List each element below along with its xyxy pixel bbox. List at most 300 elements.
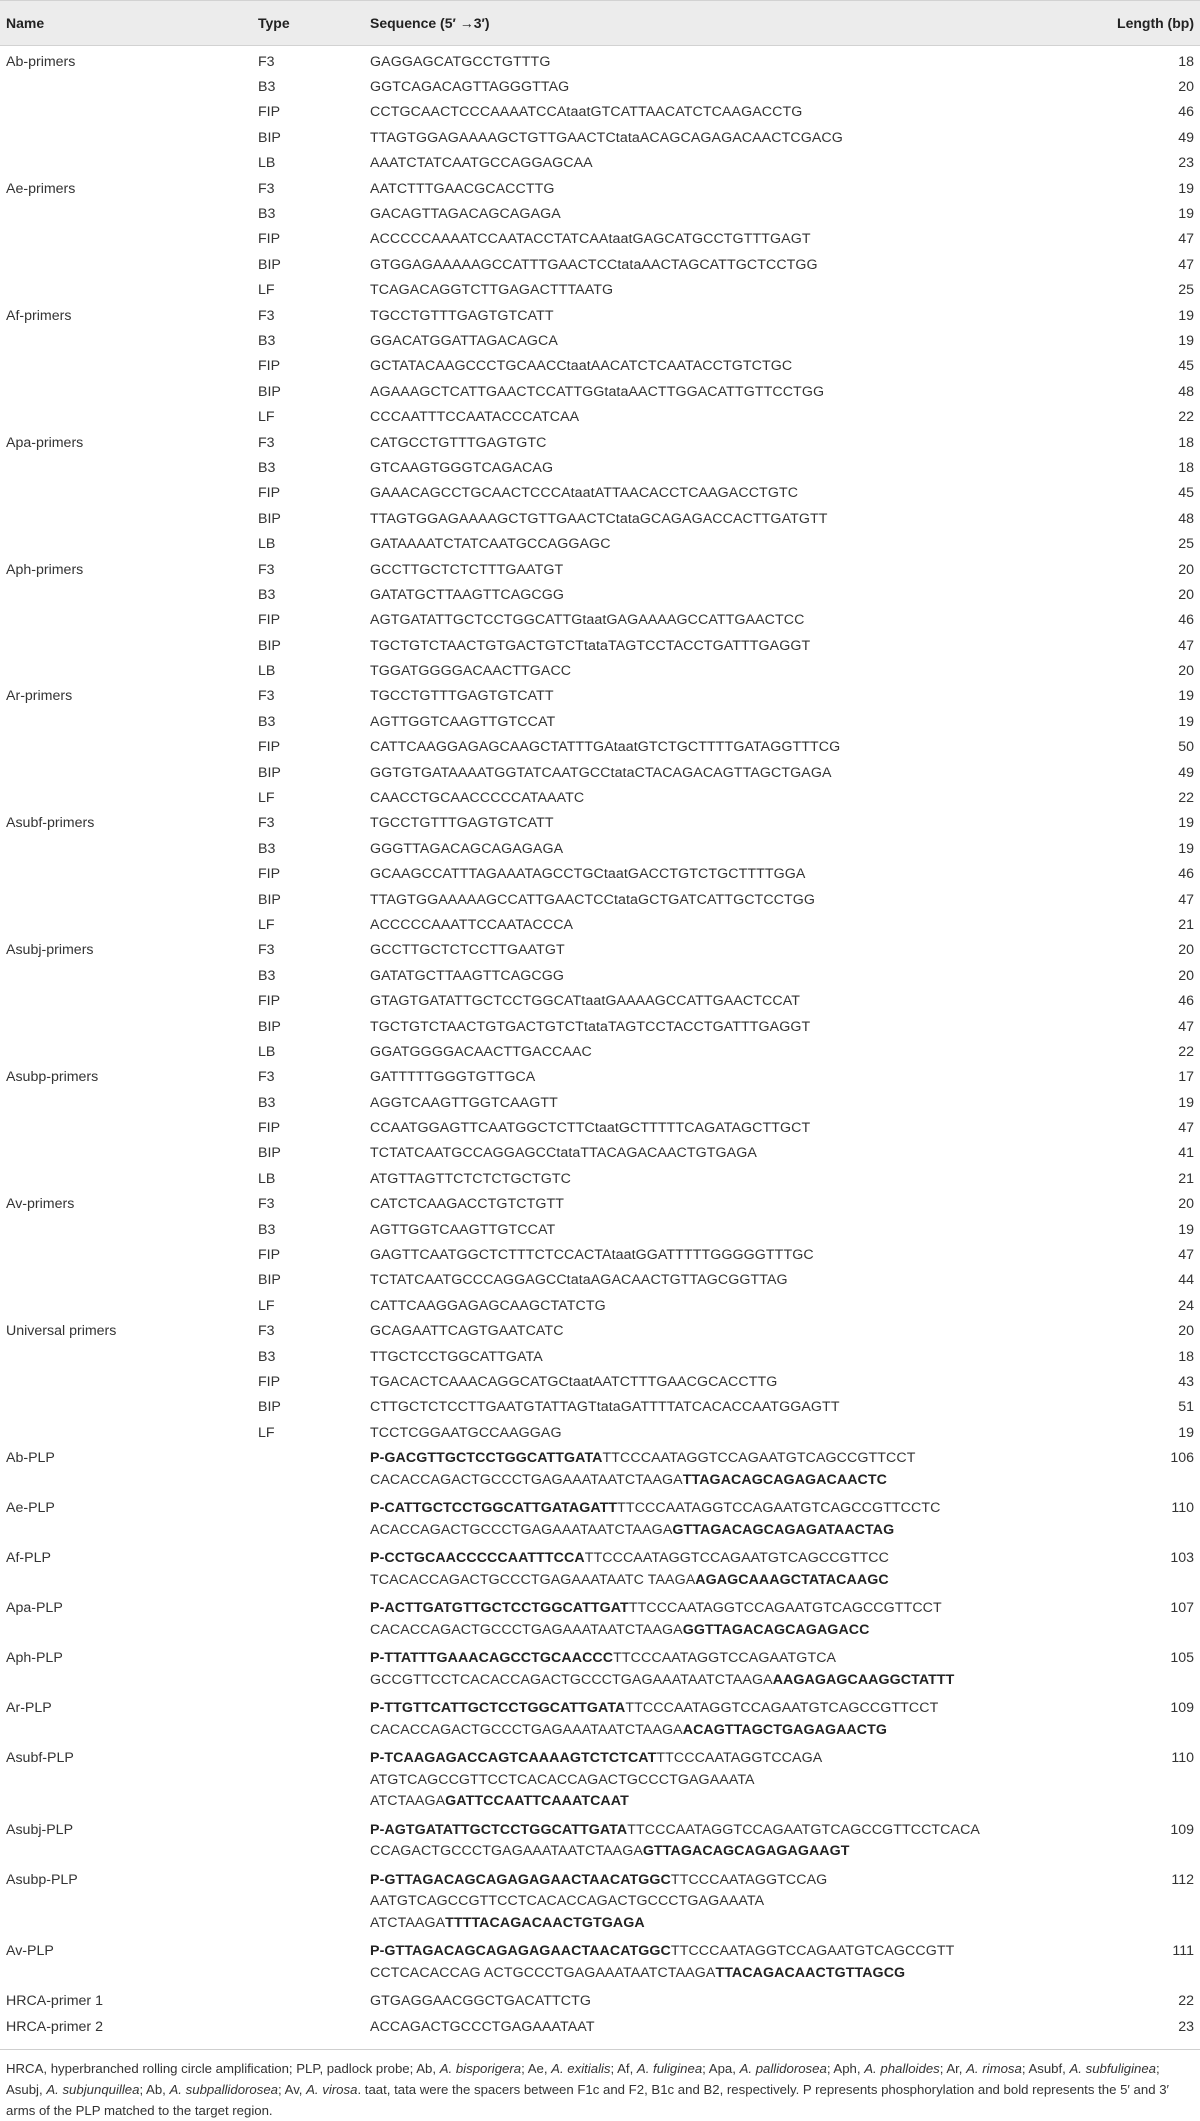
primer-sequence: GGGTTAGACAGCAGAGAGA bbox=[370, 840, 564, 857]
primer-length: 21 bbox=[1178, 1170, 1194, 1187]
footnote-text: ; Aph, bbox=[826, 2061, 865, 2076]
primer-type: B3 bbox=[258, 840, 276, 857]
footnote-species-name: A. virosa bbox=[306, 2082, 358, 2097]
table-row bbox=[0, 709, 1200, 734]
plp-arm-segment: P-GTTAGACAGCAGAGAGAACTAACATGGC bbox=[370, 1943, 671, 1960]
primer-set-name bbox=[0, 1039, 252, 1064]
primer-type: LB bbox=[258, 155, 276, 172]
primer-sequence: GCTATACAAGCCCTGCAACCtaatAACATCTCAATACCTGTCTGC bbox=[370, 358, 793, 375]
table-row bbox=[0, 506, 1200, 531]
plp-name: Asubj-PLP bbox=[6, 1821, 74, 1838]
plp-length: 103 bbox=[1170, 1550, 1194, 1567]
plp-length: 109 bbox=[1170, 1821, 1194, 1838]
primer-sequence: GATAAAATCTATCAATGCCAGGAGC bbox=[370, 536, 611, 553]
plp-sequence bbox=[364, 1938, 1074, 1988]
primer-sequence: TTAGTGGAGAAAAGCTGTTGAACTCtataGCAGAGACCACTTGATGTT bbox=[370, 510, 828, 527]
plp-type bbox=[252, 1595, 364, 1645]
primer-length: 47 bbox=[1178, 256, 1194, 273]
primer-sequence: TGCTGTCTAACTGTGACTGTCTtataTAGTCCTACCTGATTTGAGGT bbox=[370, 637, 811, 654]
plp-arm-segment: ACAGTTAGCTGAGAGAACTG bbox=[682, 1721, 888, 1738]
plp-sequence-line bbox=[370, 1648, 1074, 1670]
primer-sequence: GTCAAGTGGGTCAGACAG bbox=[370, 459, 554, 476]
table-row-plp bbox=[0, 1867, 1200, 1939]
plp-sequence-line bbox=[370, 1870, 1074, 1892]
plp-backbone-segment: TTCCCAATAGGTCCAGAATGTCAGCCGTTCCTC bbox=[617, 1500, 941, 1517]
plp-arm-segment: GTTAGACAGCAGAGATAACTAG bbox=[672, 1521, 895, 1538]
primer-set-name: Apa-primers bbox=[6, 434, 84, 451]
table-row bbox=[0, 1293, 1200, 1318]
primer-length: 19 bbox=[1178, 1094, 1194, 1111]
plp-backbone-segment: CACACCAGACTGCCCTGAGAAATAATCTAAGA bbox=[370, 1621, 683, 1638]
primer-type: LF bbox=[258, 1424, 275, 1441]
table-row-hrca bbox=[0, 1988, 1200, 2013]
plp-name: Aph-PLP bbox=[6, 1650, 63, 1667]
table-row bbox=[0, 811, 1200, 836]
primer-sequence: CAACCTGCAACCCCCATAAATC bbox=[370, 790, 585, 807]
plp-sequence-line bbox=[370, 1770, 1074, 1792]
hrca-name: HRCA-primer 1 bbox=[6, 1993, 103, 2010]
plp-backbone-segment: CCTCACACCAG ACTGCCCTGAGAAATAATCTAAGA bbox=[370, 1964, 716, 1981]
footnote-text: ; Apa, bbox=[702, 2061, 740, 2076]
hrca-type bbox=[252, 1988, 364, 2013]
primer-type: B3 bbox=[258, 1221, 276, 1238]
hrca-name: HRCA-primer 2 bbox=[6, 2018, 103, 2035]
primer-set-name bbox=[0, 1369, 252, 1394]
plp-sequence-line bbox=[370, 1448, 1074, 1470]
primer-set-name bbox=[0, 709, 252, 734]
primer-type: LF bbox=[258, 1297, 275, 1314]
plp-length: 105 bbox=[1170, 1650, 1194, 1667]
table-row bbox=[0, 125, 1200, 150]
table-row-plp bbox=[0, 1817, 1200, 1867]
header-sequence: Sequence (5′ →3′) bbox=[364, 1, 1074, 46]
primer-length: 22 bbox=[1178, 409, 1194, 426]
primer-type: LB bbox=[258, 1170, 276, 1187]
primer-sequence: GCCTTGCTCTCTTTGAATGT bbox=[370, 561, 564, 578]
primer-length: 47 bbox=[1178, 1120, 1194, 1137]
table-row-plp bbox=[0, 1745, 1200, 1817]
primer-set-name bbox=[0, 1242, 252, 1267]
primer-sequence: GAGGAGCATGCCTGTTTG bbox=[370, 53, 551, 70]
plp-backbone-segment: AATGTCAGCCGTTCCTCACACCAGACTGCCCTGAGAAATA bbox=[370, 1893, 765, 1910]
plp-name: Af-PLP bbox=[6, 1550, 51, 1567]
plp-length: 111 bbox=[1172, 1943, 1194, 1960]
footnote-species-name: A. exitialis bbox=[551, 2061, 611, 2076]
primer-length: 18 bbox=[1178, 459, 1194, 476]
primer-length: 18 bbox=[1178, 434, 1194, 451]
table-row bbox=[0, 151, 1200, 176]
primer-type: FIP bbox=[258, 1374, 281, 1390]
primer-set-name bbox=[0, 1344, 252, 1369]
table-row bbox=[0, 658, 1200, 683]
plp-backbone-segment: ATCTAAGA bbox=[370, 1793, 446, 1810]
plp-sequence-line bbox=[370, 1720, 1074, 1742]
primer-sequence: ACCCCCAAATTCCAATACCCA bbox=[370, 916, 574, 933]
primer-length: 18 bbox=[1178, 53, 1194, 70]
primer-length: 46 bbox=[1178, 612, 1194, 629]
table-row bbox=[0, 633, 1200, 658]
primer-sequence: GCAAGCCATTTAGAAATAGCCTGCtaatGACCTGTCTGCTTTTGGA bbox=[370, 866, 806, 883]
primer-type: F3 bbox=[258, 815, 275, 832]
primer-length: 46 bbox=[1178, 993, 1194, 1010]
plp-sequence-line bbox=[370, 1620, 1074, 1642]
primer-length: 17 bbox=[1178, 1069, 1194, 1086]
primer-type: FIP bbox=[258, 866, 281, 883]
table-row bbox=[0, 912, 1200, 937]
primer-type: F3 bbox=[258, 561, 275, 578]
primer-sequence: GACAGTTAGACAGCAGAGA bbox=[370, 206, 561, 223]
plp-sequence bbox=[364, 1695, 1074, 1745]
primer-length: 47 bbox=[1178, 1018, 1194, 1035]
primer-type: LB bbox=[258, 536, 276, 553]
table-row bbox=[0, 227, 1200, 252]
plp-sequence-line bbox=[370, 1820, 1074, 1842]
primer-type: F3 bbox=[258, 1323, 275, 1340]
primer-set-name: Ar-primers bbox=[6, 688, 73, 705]
primer-sequence: GGTCAGACAGTTAGGGTTAG bbox=[370, 79, 570, 96]
plp-type bbox=[252, 1495, 364, 1545]
plp-sequence bbox=[364, 1745, 1074, 1817]
plp-arm-segment: P-GACGTTGCTCCTGGCATTGATA bbox=[370, 1450, 603, 1467]
plp-type bbox=[252, 1445, 364, 1495]
primer-sequence: GATTTTTGGGTGTTGCA bbox=[370, 1069, 536, 1086]
primer-type: B3 bbox=[258, 459, 276, 476]
plp-sequence-line bbox=[370, 1520, 1074, 1542]
primer-sequence: GCAGAATTCAGTGAATCATC bbox=[370, 1323, 564, 1340]
table-row-plp bbox=[0, 1938, 1200, 1988]
table-row bbox=[0, 430, 1200, 455]
plp-sequence-line bbox=[370, 1891, 1074, 1913]
primer-set-name bbox=[0, 1141, 252, 1166]
primer-sequence: TGCCTGTTTGAGTGTCATT bbox=[370, 815, 554, 832]
primer-length: 19 bbox=[1178, 713, 1194, 730]
table-row bbox=[0, 735, 1200, 760]
primer-set-name bbox=[0, 1166, 252, 1191]
plp-sequence bbox=[364, 1595, 1074, 1645]
primer-type: FIP bbox=[258, 739, 281, 756]
plp-backbone-segment: GCCGTTCCTCACACCAGACTGCCCTGAGAAATAATCTAAGA bbox=[370, 1671, 773, 1688]
plp-backbone-segment: TCACACCAGACTGCCCTGAGAAATAATC TAAGA bbox=[370, 1571, 696, 1588]
primer-sequence: AGGTCAAGTTGGTCAAGTT bbox=[370, 1094, 558, 1111]
table-row bbox=[0, 557, 1200, 582]
table-row bbox=[0, 1090, 1200, 1115]
plp-backbone-segment: TTCCCAATAGGTCCAGAATGTCAGCCGTT bbox=[670, 1943, 955, 1960]
primer-length: 25 bbox=[1178, 282, 1194, 299]
plp-sequence-line bbox=[370, 1963, 1074, 1985]
footnote-text: HRCA, hyperbranched rolling circle amplification; PLP, padlock probe; Ab, bbox=[6, 2061, 440, 2076]
primer-sequence: AGTTGGTCAAGTTGTCCAT bbox=[370, 1221, 556, 1238]
footnote-text: ; Ab, bbox=[139, 2082, 170, 2097]
primer-type: B3 bbox=[258, 967, 276, 984]
plp-type bbox=[252, 1645, 364, 1695]
primer-set-name bbox=[0, 455, 252, 480]
primer-set-name: Ab-primers bbox=[6, 53, 76, 70]
primer-length: 20 bbox=[1178, 663, 1194, 680]
primer-type: F3 bbox=[258, 53, 275, 70]
primer-type: BIP bbox=[258, 256, 281, 273]
table-row bbox=[0, 1344, 1200, 1369]
table-row bbox=[0, 1141, 1200, 1166]
primer-type: LB bbox=[258, 663, 276, 680]
table-row-plp bbox=[0, 1495, 1200, 1545]
primer-length: 48 bbox=[1178, 510, 1194, 527]
header-name: Name bbox=[0, 1, 252, 46]
plp-arm-segment: P-AGTGATATTGCTCCTGGCATTGATA bbox=[370, 1821, 628, 1838]
table-row bbox=[0, 455, 1200, 480]
primer-set-name bbox=[0, 201, 252, 226]
plp-sequence bbox=[364, 1445, 1074, 1495]
plp-name: Ab-PLP bbox=[6, 1450, 55, 1467]
plp-sequence-line bbox=[370, 1698, 1074, 1720]
primer-type: F3 bbox=[258, 1196, 275, 1213]
hrca-sequence: ACCAGACTGCCCTGAGAAATAAT bbox=[370, 2018, 595, 2035]
plp-name: Asubp-PLP bbox=[6, 1871, 78, 1888]
primer-type: FIP bbox=[258, 104, 281, 121]
primer-type: F3 bbox=[258, 688, 275, 705]
primer-length: 24 bbox=[1178, 1297, 1194, 1314]
table-row bbox=[0, 785, 1200, 810]
primer-type: FIP bbox=[258, 612, 281, 629]
primer-sequence: GCCTTGCTCTCCTTGAATGT bbox=[370, 942, 565, 959]
footnote-species-name: A. phalloides bbox=[864, 2061, 940, 2076]
primer-set-name bbox=[0, 582, 252, 607]
table-row-plp bbox=[0, 1695, 1200, 1745]
table-row bbox=[0, 379, 1200, 404]
primer-set-name: Av-primers bbox=[6, 1196, 75, 1213]
primer-type: LF bbox=[258, 916, 275, 933]
primer-length: 20 bbox=[1178, 1323, 1194, 1340]
table-row bbox=[0, 836, 1200, 861]
footnote-species-name: A. rimosa bbox=[966, 2061, 1022, 2076]
primer-sequence: TCTATCAATGCCCAGGAGCCtataAGACAACTGTTAGCGGTTAG bbox=[370, 1272, 788, 1289]
plp-backbone-segment: ATCTAAGA bbox=[370, 1914, 446, 1931]
primer-length: 20 bbox=[1178, 79, 1194, 96]
plp-sequence-line bbox=[370, 1791, 1074, 1813]
table-row bbox=[0, 1369, 1200, 1394]
plp-backbone-segment: TTCCCAATAGGTCCAGA bbox=[656, 1750, 823, 1767]
primer-set-name bbox=[0, 1420, 252, 1445]
primer-sequence: GTAGTGATATTGCTCCTGGCATtaatGAAAAGCCATTGAACTCCAT bbox=[370, 993, 800, 1010]
table-row bbox=[0, 1192, 1200, 1217]
plp-sequence-line bbox=[370, 1498, 1074, 1520]
primer-type: BIP bbox=[258, 764, 281, 781]
table-row bbox=[0, 176, 1200, 201]
table-header bbox=[0, 1, 1200, 46]
plp-length: 110 bbox=[1171, 1750, 1194, 1767]
table-row-plp bbox=[0, 1545, 1200, 1595]
primer-sequence: TGCTGTCTAACTGTGACTGTCTtataTAGTCCTACCTGATTTGAGGT bbox=[370, 1018, 811, 1035]
table-row bbox=[0, 938, 1200, 963]
primer-length: 19 bbox=[1178, 332, 1194, 349]
primer-sequence: TTAGTGGAGAAAAGCTGTTGAACTCtataACAGCAGAGACAACTCGACG bbox=[370, 129, 843, 146]
primer-set-name: Universal primers bbox=[6, 1323, 117, 1340]
primer-length: 20 bbox=[1178, 561, 1194, 578]
header-row bbox=[0, 1, 1200, 46]
primer-set-name bbox=[0, 862, 252, 887]
primer-set-name bbox=[0, 1115, 252, 1140]
plp-length: 109 bbox=[1170, 1700, 1194, 1717]
primer-type: LF bbox=[258, 409, 275, 426]
primer-set-name: Af-primers bbox=[6, 307, 72, 324]
primer-set-name bbox=[0, 506, 252, 531]
primer-sequence: TTAGTGGAAAAAGCCATTGAACTCCtataGCTGATCATTGCTCCTGG bbox=[370, 891, 816, 908]
primer-set-name bbox=[0, 404, 252, 429]
primer-sequence: GGTGTGATAAAATGGTATCAATGCCtataCTACAGACAGTTAGCTGAGA bbox=[370, 764, 832, 781]
plp-name: Av-PLP bbox=[6, 1943, 54, 1960]
primer-sequence: AGTGATATTGCTCCTGGCATTGtaatGAGAAAAGCCATTGAACTCC bbox=[370, 612, 805, 629]
primer-set-name: Asubp-primers bbox=[6, 1069, 99, 1086]
primer-set-name bbox=[0, 785, 252, 810]
primer-set-name bbox=[0, 531, 252, 556]
primer-set-name bbox=[0, 760, 252, 785]
primer-sequence: CTTGCTCTCCTTGAATGTATTAGTtataGATTTTATCACACCAATGGAGTT bbox=[370, 1399, 840, 1416]
primer-set-name bbox=[0, 988, 252, 1013]
footnote-text: ; Ae, bbox=[521, 2061, 552, 2076]
primer-set-name bbox=[0, 1014, 252, 1039]
plp-name: Ar-PLP bbox=[6, 1700, 52, 1717]
header-type: Type bbox=[252, 1, 364, 46]
primer-sequence: GAGTTCAATGGCTCTTTCTCCACTAtaatGGATTTTTGGGGGTTTGC bbox=[370, 1247, 814, 1264]
plp-arm-segment: P-GTTAGACAGCAGAGAGAACTAACATGGC bbox=[370, 1871, 671, 1888]
plp-arm-segment: P-ACTTGATGTTGCTCCTGGCATTGAT bbox=[370, 1600, 629, 1617]
primer-type: FIP bbox=[258, 993, 281, 1010]
primer-type: BIP bbox=[258, 637, 281, 654]
table-row bbox=[0, 1268, 1200, 1293]
table-row bbox=[0, 760, 1200, 785]
primer-length: 20 bbox=[1178, 586, 1194, 603]
primer-length: 19 bbox=[1178, 815, 1194, 832]
table-row bbox=[0, 74, 1200, 99]
primer-length: 51 bbox=[1178, 1399, 1194, 1416]
primer-sequence: AAATCTATCAATGCCAGGAGCAA bbox=[370, 155, 593, 172]
table-row bbox=[0, 862, 1200, 887]
plp-backbone-segment: TTCCCAATAGGTCCAGAATGTCAGCCGTTCCT bbox=[625, 1700, 939, 1717]
primer-length: 23 bbox=[1178, 155, 1194, 172]
primer-length: 48 bbox=[1178, 383, 1194, 400]
primer-length: 20 bbox=[1178, 967, 1194, 984]
primer-sequence: TGCCTGTTTGAGTGTCATT bbox=[370, 307, 554, 324]
table-row bbox=[0, 1242, 1200, 1267]
table-row bbox=[0, 201, 1200, 226]
primer-sequence: GGACATGGATTAGACAGCA bbox=[370, 332, 558, 349]
footnote-text: ; Af, bbox=[610, 2061, 637, 2076]
primer-length: 45 bbox=[1178, 485, 1194, 502]
primer-set-name bbox=[0, 100, 252, 125]
primer-sequence: TGCCTGTTTGAGTGTCATT bbox=[370, 688, 554, 705]
primer-sequence: CATTCAAGGAGAGCAAGCTATCTG bbox=[370, 1297, 606, 1314]
plp-sequence-line bbox=[370, 1570, 1074, 1592]
plp-backbone-segment: TTCCCAATAGGTCCAGAATGTCAGCCGTTCC bbox=[584, 1550, 889, 1567]
primer-sequence: CATCTCAAGACCTGTCTGTT bbox=[370, 1196, 565, 1213]
primer-sequence: GATATGCTTAAGTTCAGCGG bbox=[370, 586, 565, 603]
plp-length: 106 bbox=[1170, 1450, 1194, 1467]
plp-sequence bbox=[364, 1495, 1074, 1545]
plp-length: 107 bbox=[1170, 1600, 1194, 1617]
primer-type: BIP bbox=[258, 1272, 281, 1289]
table-row bbox=[0, 531, 1200, 556]
primer-length: 20 bbox=[1178, 1196, 1194, 1213]
plp-sequence bbox=[364, 1867, 1074, 1939]
table-row bbox=[0, 328, 1200, 353]
primer-set-name bbox=[0, 912, 252, 937]
primer-length: 25 bbox=[1178, 536, 1194, 553]
plp-arm-segment: P-CATTGCTCCTGGCATTGATAGATT bbox=[370, 1500, 618, 1517]
primer-type: LB bbox=[258, 1043, 276, 1060]
plp-length: 110 bbox=[1171, 1500, 1194, 1517]
primer-type: LF bbox=[258, 282, 275, 299]
table-row bbox=[0, 278, 1200, 303]
table-body bbox=[0, 46, 1200, 2040]
primer-type: B3 bbox=[258, 1094, 276, 1111]
primer-length: 19 bbox=[1178, 180, 1194, 197]
plp-sequence bbox=[364, 1545, 1074, 1595]
footnote-text: ; Av, bbox=[278, 2082, 307, 2097]
plp-backbone-segment: TTCCCAATAGGTCCAGAATGTCAGCCGTTCCT bbox=[628, 1600, 942, 1617]
primer-sequence: TCAGACAGGTCTTGAGACTTTAATG bbox=[370, 282, 614, 299]
footnote-species-name: A. fuliginea bbox=[636, 2061, 703, 2076]
footnote-text: ; Asubj, bbox=[6, 2061, 1160, 2097]
primer-sequence: GATATGCTTAAGTTCAGCGG bbox=[370, 967, 565, 984]
table-row bbox=[0, 1014, 1200, 1039]
plp-arm-segment: TTACAGACAACTGTTAGCG bbox=[715, 1964, 906, 1981]
primer-set-name bbox=[0, 354, 252, 379]
plp-name: Asubf-PLP bbox=[6, 1750, 74, 1767]
primer-sequence: CATTCAAGGAGAGCAAGCTATTTGAtaatGTCTGCTTTTGATAGGTTTCG bbox=[370, 739, 841, 756]
plp-name: Apa-PLP bbox=[6, 1600, 63, 1617]
plp-backbone-segment: TTCCCAATAGGTCCAGAATGTCAGCCGTTCCT bbox=[602, 1450, 916, 1467]
primer-sequence: AGAAAGCTCATTGAACTCCATTGGtataAACTTGGACATTGTTCCTGG bbox=[370, 383, 825, 400]
primer-set-name bbox=[0, 836, 252, 861]
primer-length: 19 bbox=[1178, 307, 1194, 324]
plp-type bbox=[252, 1545, 364, 1595]
hrca-length: 22 bbox=[1178, 1993, 1194, 2010]
primer-type: BIP bbox=[258, 383, 281, 400]
primer-length: 43 bbox=[1178, 1374, 1194, 1390]
primer-set-name bbox=[0, 1293, 252, 1318]
plp-arm-segment: P-TTGTTCATTGCTCCTGGCATTGATA bbox=[370, 1700, 626, 1717]
plp-arm-segment: P-TCAAGAGACCAGTCAAAAGTCTCTCAT bbox=[370, 1750, 657, 1767]
primer-set-name bbox=[0, 735, 252, 760]
primer-length: 19 bbox=[1178, 206, 1194, 223]
primer-set-name: Aph-primers bbox=[6, 561, 84, 578]
primer-set-name bbox=[0, 252, 252, 277]
primer-set-name bbox=[0, 278, 252, 303]
primer-length: 46 bbox=[1178, 104, 1194, 121]
table-row bbox=[0, 608, 1200, 633]
primer-type: F3 bbox=[258, 307, 275, 324]
footnote-species-name: A. pallidorosea bbox=[739, 2061, 827, 2076]
primer-sequence: TTGCTCCTGGCATTGATA bbox=[370, 1348, 543, 1365]
table-row bbox=[0, 1115, 1200, 1140]
primer-set-name bbox=[0, 658, 252, 683]
primer-set-name bbox=[0, 151, 252, 176]
primer-set-name: Asubf-primers bbox=[6, 815, 95, 832]
primer-type: F3 bbox=[258, 942, 275, 959]
primer-length: 41 bbox=[1178, 1145, 1194, 1162]
plp-type bbox=[252, 1695, 364, 1745]
primer-sequence: TCTATCAATGCCAGGAGCCtataTTACAGACAACTGTGAGA bbox=[370, 1145, 757, 1162]
hrca-sequence: GTGAGGAACGGCTGACATTCTG bbox=[370, 1993, 592, 2010]
primer-length: 18 bbox=[1178, 1348, 1194, 1365]
footnote-species-name: A. subjunquillea bbox=[46, 2082, 140, 2097]
primer-length: 45 bbox=[1178, 358, 1194, 375]
primer-sequence: TGACACTCAAACAGGCATGCtaatAATCTTTGAACGCACCTTG bbox=[370, 1374, 778, 1390]
table-row bbox=[0, 100, 1200, 125]
table-row-plp bbox=[0, 1595, 1200, 1645]
primer-sequence: GTGGAGAAAAAGCCATTTGAACTCCtataAACTAGCATTGCTCCTGG bbox=[370, 256, 818, 273]
primer-length: 20 bbox=[1178, 942, 1194, 959]
plp-arm-segment: P-TTATTTGAAACAGCCTGCAACCC bbox=[370, 1650, 614, 1667]
